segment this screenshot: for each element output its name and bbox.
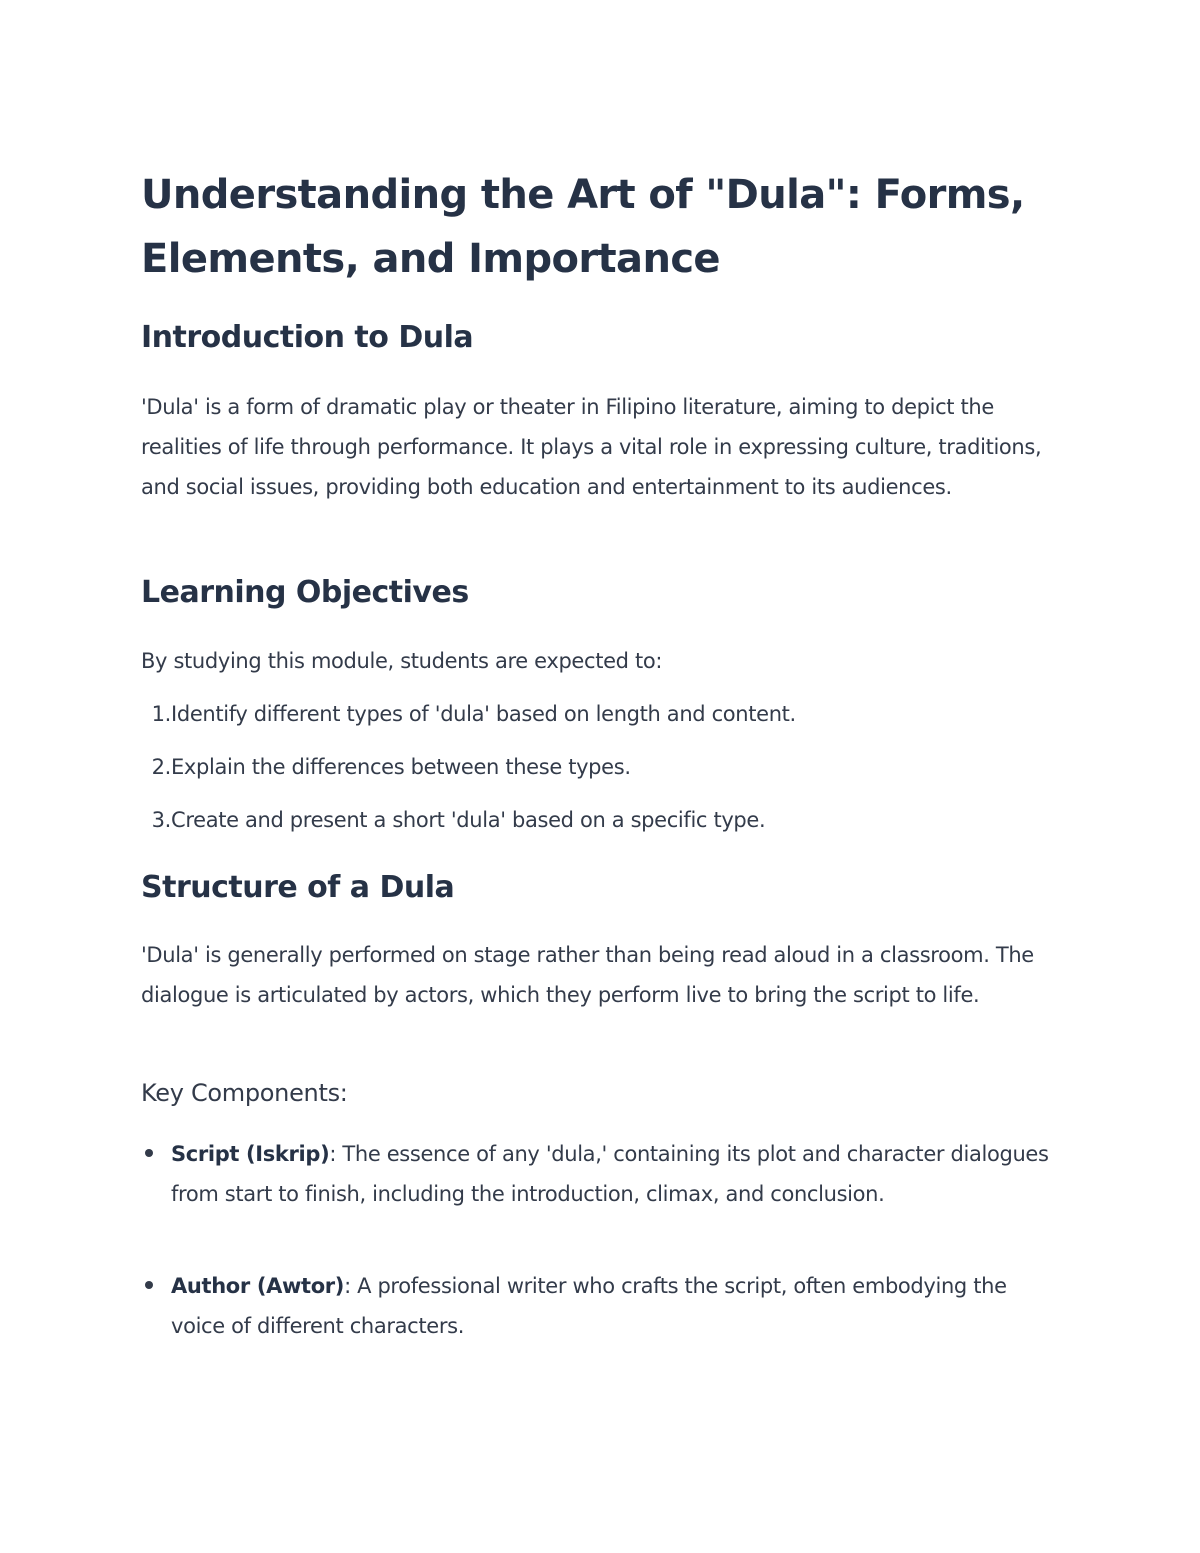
- component-term: Author (Awtor): [171, 1274, 345, 1298]
- objective-text: Identify different types of 'dula' based on length and content.: [171, 702, 796, 726]
- document-title: Understanding the Art of "Dula": Forms, Elements, and Importance: [141, 172, 1025, 282]
- bullet-icon: [145, 1149, 153, 1157]
- objective-item: [141, 800, 1071, 840]
- objective-number: 1.: [151, 702, 171, 726]
- bullet-icon: [145, 1281, 153, 1289]
- structure-heading: Structure of a Dula: [141, 870, 455, 905]
- objectives-lead: By studying this module, students are expected to:: [141, 649, 663, 673]
- component-definition: : A professional writer who crafts the script, often embodying the voice of different characters.: [171, 1274, 1007, 1338]
- objective-item: [141, 747, 1071, 787]
- component-term: Script (Iskrip): [171, 1142, 330, 1166]
- introduction-paragraph: 'Dula' is a form of dramatic play or theater in Filipino literature, aiming to depict the realities of life through performance. It plays a vital role in expressing culture, traditions, and social issues, providing both education and entertainment to its audiences.: [141, 395, 1042, 499]
- objective-number: 2.: [151, 755, 171, 779]
- objective-text: Explain the differences between these types.: [171, 755, 631, 779]
- component-body: [171, 1266, 1051, 1346]
- structure-paragraph: 'Dula' is generally performed on stage rather than being read aloud in a classroom. The dialogue is articulated by actors, which they perform live to bring the script to life.: [141, 943, 1034, 1007]
- objective-text: Create and present a short 'dula' based on a specific type.: [171, 808, 766, 832]
- objective-item: [141, 694, 1071, 734]
- component-definition: : The essence of any 'dula,' containing its plot and character dialogues from start to finish, including the introduction, climax, and conclusion.: [171, 1142, 1049, 1206]
- objective-number: 3.: [151, 808, 171, 832]
- introduction-heading: Introduction to Dula: [141, 320, 474, 355]
- objectives-heading: Learning Objectives: [141, 575, 469, 610]
- key-components-heading: Key Components:: [141, 1079, 348, 1107]
- component-body: [171, 1134, 1051, 1214]
